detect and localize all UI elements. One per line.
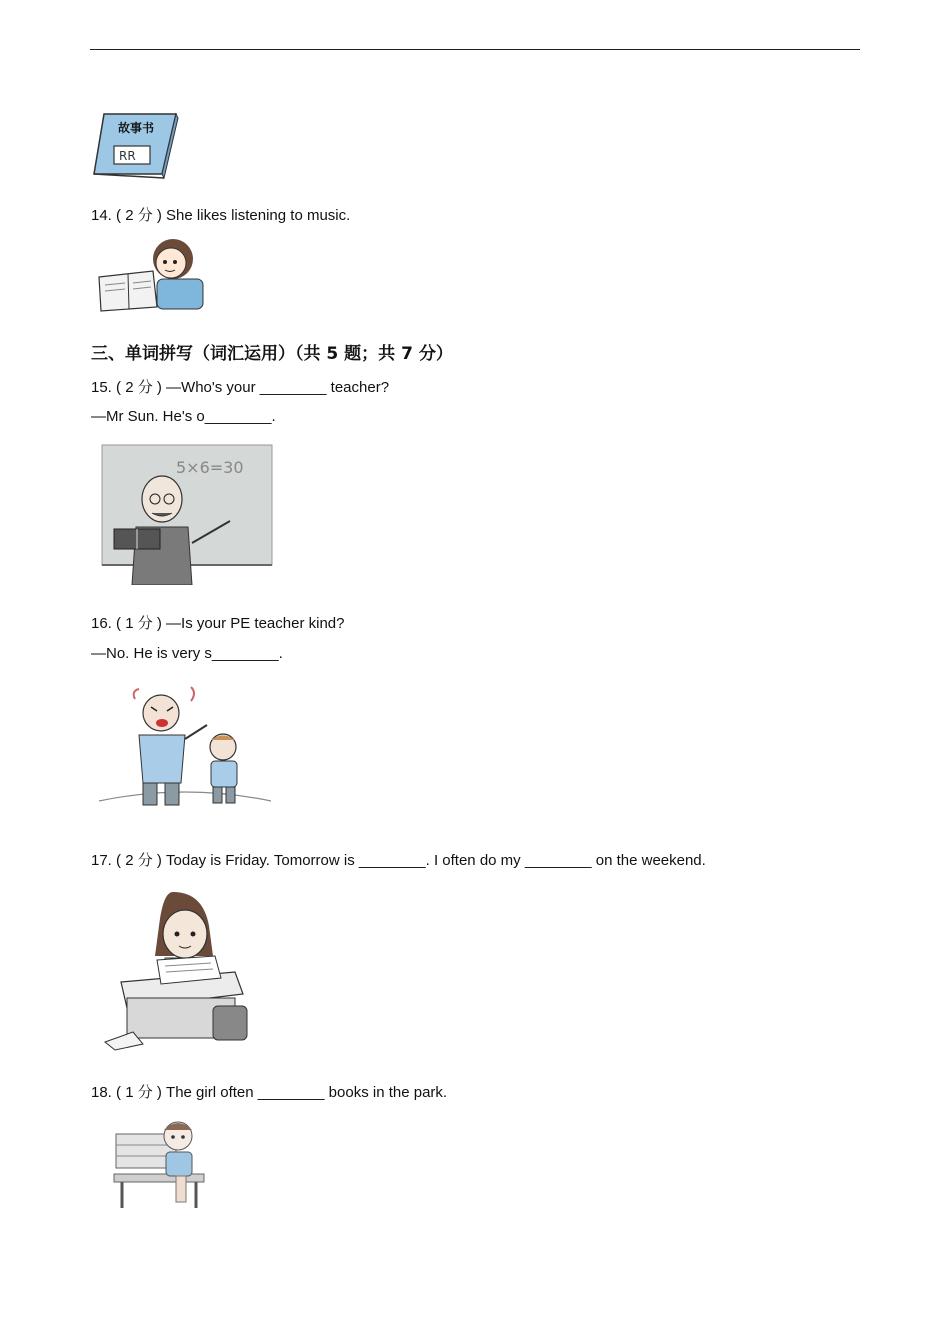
question-14: 14. ( 2 分 ) She likes listening to music. — [91, 207, 351, 224]
section-heading: 三、单词拼写（词汇运用）（共 5 题；共 7 分） — [91, 344, 453, 364]
girl-homework-image — [103, 886, 253, 1054]
question-15-answer-line: —Mr Sun. He's o________. — [91, 408, 276, 425]
girl-reading-image — [95, 235, 215, 315]
question-16: 16. ( 1 分 ) —Is your PE teacher kind? — [91, 615, 345, 632]
teacher-blackboard-image — [100, 443, 275, 585]
header-rule — [90, 49, 860, 50]
angry-teacher-image — [95, 683, 275, 813]
question-15: 15. ( 2 分 ) —Who's your ________ teacher? — [91, 379, 390, 396]
book-cover-text: 故事书 — [118, 121, 155, 135]
question-16-answer-line: —No. He is very s________. — [91, 645, 283, 662]
book-label-text: RR — [119, 149, 136, 163]
girl-bench-image — [112, 1112, 242, 1214]
blackboard-text: 5×6=30 — [176, 458, 244, 477]
storybook-image — [92, 110, 182, 180]
question-17: 17. ( 2 分 ) Today is Friday. Tomorrow is ________. I often do my ________ on the weekend. — [91, 852, 706, 869]
question-18: 18. ( 1 分 ) The girl often ________ books in the park. — [91, 1084, 448, 1101]
